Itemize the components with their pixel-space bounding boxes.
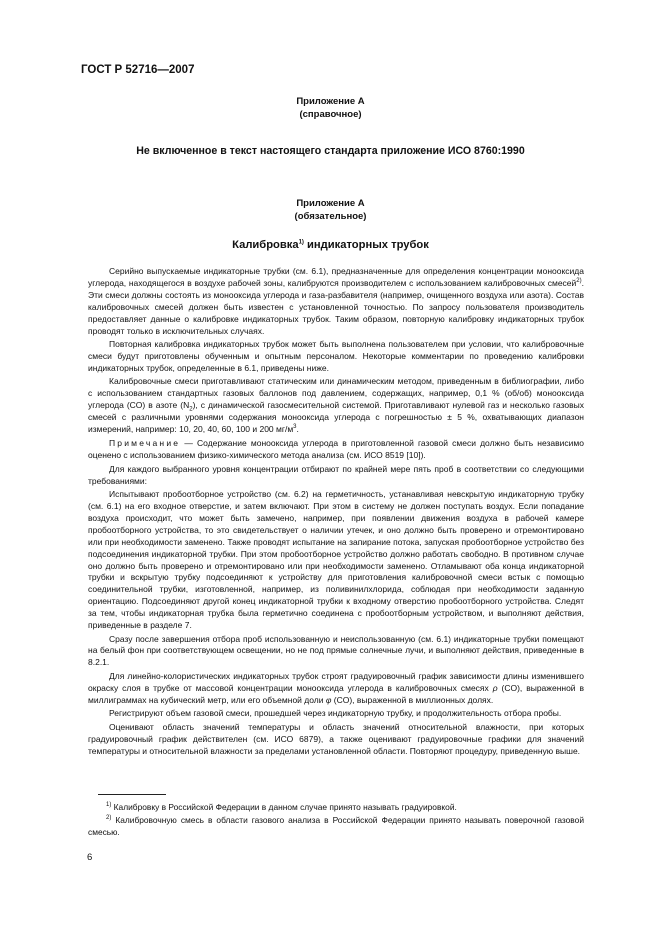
paragraph-4: Для каждого выбранного уровня концентрации отбирают по крайней мере пять проб в соответствии со следующими требованиями: <box>88 463 584 486</box>
section-heading <box>0 239 661 251</box>
paragraph-1: Серийно выпускаемые индикаторные трубки (см. 6.1), предназначенные для определения концентрации монооксида углерода, находящегося в воздухе рабочей зоны, калибруются производителем с использованием калибровочных смесей$^{2)}$. Эти смеси должны состоять из монооксида углерода и газа-разбавителя (например, очищенного воздуха или азота). Состав калибровочных смесей должен быть известен с установленной точностью. По запросу пользователя производитель предоставляет данные о калибровке индикаторных трубок. Таким образом, повторную калибровку индикаторных трубок проводят только в исключительных случаях. <box>88 266 584 336</box>
heading-footnote-ref: 1) <box>298 239 304 246</box>
paragraph-9: Оценивают область значений температуры и область значений относительной влажности, при которых градуировочный график действителен (см. ИСО 6879), а также оценивают градуировочные графики для значений температуры и относительной влажности за пределами установленной области. Повторяют процедуру, приведенную выше. <box>88 721 584 756</box>
annex-a1-statement: Не включенное в текст настоящего стандарта приложение ИСО 8760:1990 <box>136 145 525 157</box>
paragraph-6: Сразу после завершения отбора проб использованную и неиспользованную (см. 6.1) индикаторные трубки помещают на белый фон при соответствующем освещении, но не под прямые солнечные лучи, и выполняют действия, приведенные в 8.2.1. <box>88 633 584 668</box>
annex-a1-title: Приложение А <box>296 96 365 107</box>
footnote-ref-2: 2) <box>576 278 582 285</box>
heading-text: Калибровка <box>232 239 299 251</box>
footnotes <box>88 801 584 839</box>
paragraph-8: Регистрируют объем газовой смеси, прошедшей через индикаторную трубку, и продолжительность отбора пробы. <box>109 708 562 719</box>
paragraph-3: Калибровочные смеси приготавливают статическим или динамическим методом, приведенным в библиографии, либо с использованием стандартных газовых баллонов под давлением, содержащих, например, 0,1 % (об/об) монооксида углерода (CO) в азоте $(N_2)$, с динамической газосмесительной системой. Приготавливают нулевой газ и несколько газовых смесей с различными уровнями содержания монооксида углерода с погрешностью ± 5 %, охватывающих диапазон измерений, например: 10, 20, 40, 60, 100 и 200 $мг/м^3$. <box>88 376 584 434</box>
footnote-divider <box>98 794 166 795</box>
paragraph-2: Повторная калибровка индикаторных трубок может быть выполнена пользователем при условии, что калибровочные смеси будут приготовлены обученным и опытным персоналом. Некоторые комментарии по проведению калибровки индикаторных трубок, определенные в 6.1, приведены ниже. <box>88 339 584 373</box>
annex-a1-type: (справочное) <box>299 109 362 120</box>
paragraph-5: Испытывают пробоотборное устройство (см. 6.2) на герметичность, устанавливая невскрытую индикаторную трубку (см. 6.1) на его входное отверстие, и затем включают. При этом в систему не должен поступать воздух. Если попадание воздуха происходит, что может быть замечено, например, при появлении движения воздуха в рабочей камере пробоотборного устройства, то это свидетельствует о наличии утечек, и оно должно быть проверено и отремонтировано или при необходимости заменено. Также проводят испытание на запирание потока, запуская пробоотборное устройство без подсоединения индикаторной трубки. При этом пробоотборное устройство должно работать свободно. В противном случае оно должно быть проверено и отремонтировано или при необходимости заменено. Отламывают оба конца индикаторной трубки и вскрытую трубку подсоединяют к устройству для приготовления калибровочной смеси встык с помощью соединительной трубки, изготовленной, например, из поливинилхлорида, соблюдая при необходимости заданную ориентацию. Подсоединяют другой конец индикаторной трубки к входному отверстию пробоотборного устройства. Следят за тем, чтобы индикаторная трубка была герметично соединена с пробоотборным устройством, и выполняют действия, приведенные в разделе 7. <box>88 489 584 631</box>
note-label: Примечание <box>109 437 181 448</box>
annex-body <box>88 266 584 759</box>
footnote-2: $^{2)}$ Калибровочную смесь в области газового анализа в Российской Федерации принято называть поверочной газовой смесью. <box>88 815 584 837</box>
paragraph-7: Для линейно-колористических индикаторных трубок строят градуировочный график зависимости длины изменившего окраску слоя в трубке от массовой концентрации монооксида углерода в калибровочных смесях ρ (CO), выраженной в миллиграммах на кубический метр, или его объемной доли φ (CO), выраженной в миллионных долях. <box>88 670 585 705</box>
page-number: 6 <box>87 852 93 863</box>
heading-tail: индикаторных трубок <box>303 239 429 251</box>
annex-a2-title: Приложение А <box>296 198 365 209</box>
footnote-1: $^{1)}$ Калибровку в Российской Федерации в данном случае принято называть градуировкой. <box>106 802 457 812</box>
note: Примечание — Содержание монооксида углерода в приготовленной газовой смеси должно быть независимо оценено с использованием физико-химического метода анализа (см. ИСО 8519 [10]). <box>88 437 584 460</box>
annex-a2-type: (обязательное) <box>294 211 367 222</box>
document-header: ГОСТ Р 52716—2007 <box>81 64 195 76</box>
